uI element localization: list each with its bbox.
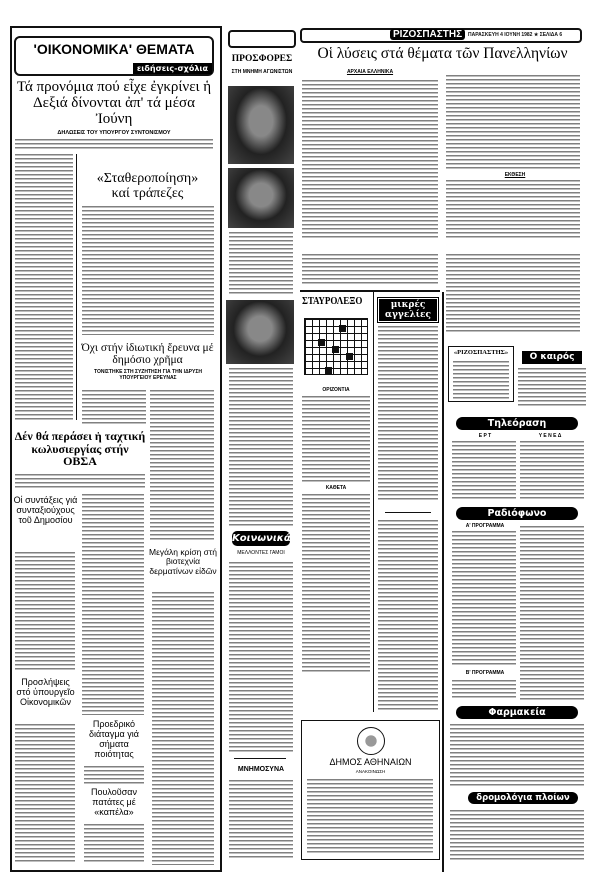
pensions-body [15, 552, 75, 672]
exams-answer-2 [446, 254, 580, 334]
memorial-body [229, 780, 293, 860]
social-title: Κοινωνικά [232, 533, 291, 544]
hires-body [15, 724, 75, 862]
potatoes-body [84, 824, 144, 862]
classifieds-title: μικρές αγγελίες [378, 298, 438, 322]
tv-channel-yened: Υ Ε Ν Ε Δ [538, 433, 562, 439]
pensions-headline: Οἱ συντάξεις γιά συνταξιούχους τοῦ Δημοσίου [13, 495, 78, 525]
tv-listing-yened [520, 441, 584, 501]
ships-body [450, 810, 584, 860]
portrait-photo [228, 168, 294, 228]
exams-answer-1 [302, 254, 438, 286]
economy-section-header [14, 36, 214, 76]
classifieds-body-2 [378, 520, 438, 710]
crossword-black-cell [332, 346, 339, 353]
weather-title: Ο καιρός [522, 351, 582, 364]
column-rule [373, 292, 374, 712]
divider [385, 512, 431, 513]
exams-body-1 [302, 80, 438, 240]
crossword-black-cell [318, 339, 325, 346]
exams-sub-essay: ΕΚΘΕΣΗ [504, 172, 526, 178]
social-subtitle: ΜΕΛΛΟΝΤΕΣ ΓΑΜΟΙ [237, 550, 285, 556]
column-rule [76, 154, 77, 420]
tv-listing-ert [452, 441, 516, 501]
crossword-title: ΣΤΑΥΡΟΛΕΞΟ [302, 295, 363, 307]
offers-title: ΠΡΟΣΦΟΡΕΣ [231, 54, 293, 64]
obsa-body-2 [82, 494, 144, 715]
dateline: ΠΑΡΑΣΚΕΥΗ 4 ΙΟΥΝΗ 1982 ★ ΣΕΛΙΔΑ 6 [468, 32, 563, 38]
crossword-across-label: ΟΡΙΖΟΝΤΙΑ [322, 387, 350, 393]
athens-subtitle: ΑΝΑΚΟΙΝΩΣΗ [355, 769, 386, 774]
rizospastis-subscription-box [448, 346, 514, 402]
exams-headline: Οἱ λύσεις στά θέματα τῶν Πανελληνίων [317, 45, 568, 62]
social-body [229, 562, 293, 752]
section-title: 'ΟΙΚΟΝΟΜΙΚΑ' ΘΕΜΑΤΑ [33, 41, 195, 57]
ships-title: δρομολόγια πλοίων [468, 792, 578, 804]
lead-subhead: ΔΗΛΩΣΕΙΣ ΤΟΥ ΥΠΟΥΡΓΟΥ ΣΥΝΤΟΝΙΣΜΟΥ [57, 130, 171, 136]
crossword-down-clues [302, 494, 370, 674]
masthead-bar [300, 28, 582, 43]
radio-program-2: Β' ΠΡΟΓΡΑΜΜΑ [465, 670, 505, 676]
radio-listing-1 [452, 531, 516, 667]
radio-listing-1b [452, 680, 516, 700]
exams-body-2 [446, 75, 580, 170]
research-headline: Όχι στήν ἰδιωτική ἔρευνα μέ δημόσιο χρῆμα [81, 342, 214, 367]
pharmacies-body [450, 724, 584, 786]
weather-body [518, 368, 586, 406]
divider [234, 758, 286, 759]
radio-title: Ραδιόφωνο [456, 507, 578, 520]
research-subhead: ΤΟΝΙΣΤΗΚΕ ΣΤΗ ΣΥΖΗΤΗΣΗ ΓΙΑ ΤΗΝ ΙΔΡΥΣΗ ΥΠΟΥΡΓΕΙΟΥ ΕΡΕΥΝΑΣ [94, 369, 202, 381]
potatoes-headline: Πουλοῦσαν πατάτες μέ «καπέλα» [91, 787, 137, 817]
hires-headline: Προσλήψεις στό ὑπουργεῖο Οἰκονομικῶν [16, 677, 75, 707]
offers-subtitle: ΣΤΗ ΜΝΗΜΗ ΑΓΩΝΙΣΤΩΝ [231, 69, 293, 75]
decree-headline: Προεδρικό διάταγμα γιά σήματα ποιότητας [89, 719, 139, 759]
radio-listing-2 [520, 526, 584, 701]
paper-name: ΡΙΖΟΣΠΑΣΤΗΣ [390, 29, 465, 40]
portrait-photo [228, 86, 294, 164]
portrait-photo [226, 300, 294, 364]
exams-sub-ancient: ΑΡΧΑΙΑ ΕΛΛΗΝΙΚΑ [346, 69, 394, 75]
subscription-rates [453, 361, 509, 399]
rizospastis-box-title: «ΡΙΖΟΣΠΑΣΤΗΣ» [453, 349, 509, 356]
stab-body [82, 206, 214, 335]
crossword-across-clues [302, 396, 370, 482]
crossword-black-cell [339, 325, 346, 332]
stab-headline-line2: καί τράπεζες [111, 185, 184, 201]
section-subtitle: ειδήσεις-σχόλια [133, 63, 212, 74]
lead-body-column [15, 154, 73, 420]
stab-headline [80, 172, 215, 201]
tv-channel-ert: Ε Ρ Τ [478, 433, 492, 439]
column-rule [442, 292, 444, 872]
stab-headline-line1: «Σταθεροποίηση» [96, 171, 199, 186]
leather-body [152, 592, 214, 865]
memorial-title: ΜΝΗΜΟΣΥΝΑ [237, 766, 285, 773]
pharmacies-title: Φαρμακεία [456, 706, 578, 719]
athens-municipality-notice [301, 720, 440, 860]
obsa-headline: Δέν θά περάσει ἡ ταχτική κωλυσιεργίας στήν ΟΒΣΑ [14, 429, 146, 469]
classifieds-body [378, 326, 438, 502]
athens-notice-body [307, 779, 433, 855]
divider [300, 290, 440, 292]
decree-body [84, 766, 144, 784]
athena-seal-icon [357, 727, 385, 755]
crossword-black-cell [325, 367, 332, 374]
offers-body-2 [229, 368, 293, 526]
athens-title: ΔΗΜΟΣ ΑΘΗΝΑΙΩΝ [329, 757, 412, 767]
offers-body [229, 232, 293, 294]
sidebar-header-box [228, 30, 296, 48]
radio-program-1: Α' ΠΡΟΓΡΑΜΜΑ [465, 523, 505, 529]
exams-body-3 [446, 180, 580, 240]
lead-body [15, 139, 213, 151]
lead-headline: Τά προνόμια πού εἶχε ἐγκρίνει ἡ Δεξιά δίνονται ἀπ' τά μέσα Ἰούνη [16, 79, 212, 127]
crossword-black-cell [346, 353, 353, 360]
obsa-body [15, 474, 145, 490]
crossword-down-label: ΚΑΘΕΤΑ [325, 485, 347, 491]
research-body [82, 390, 146, 426]
research-body-2 [150, 390, 214, 540]
leather-headline: Μεγάλη κρίση στή βιοτεχνία δερματίνων εἰδῶν [149, 547, 218, 576]
tv-title: Τηλεόραση [456, 417, 578, 430]
